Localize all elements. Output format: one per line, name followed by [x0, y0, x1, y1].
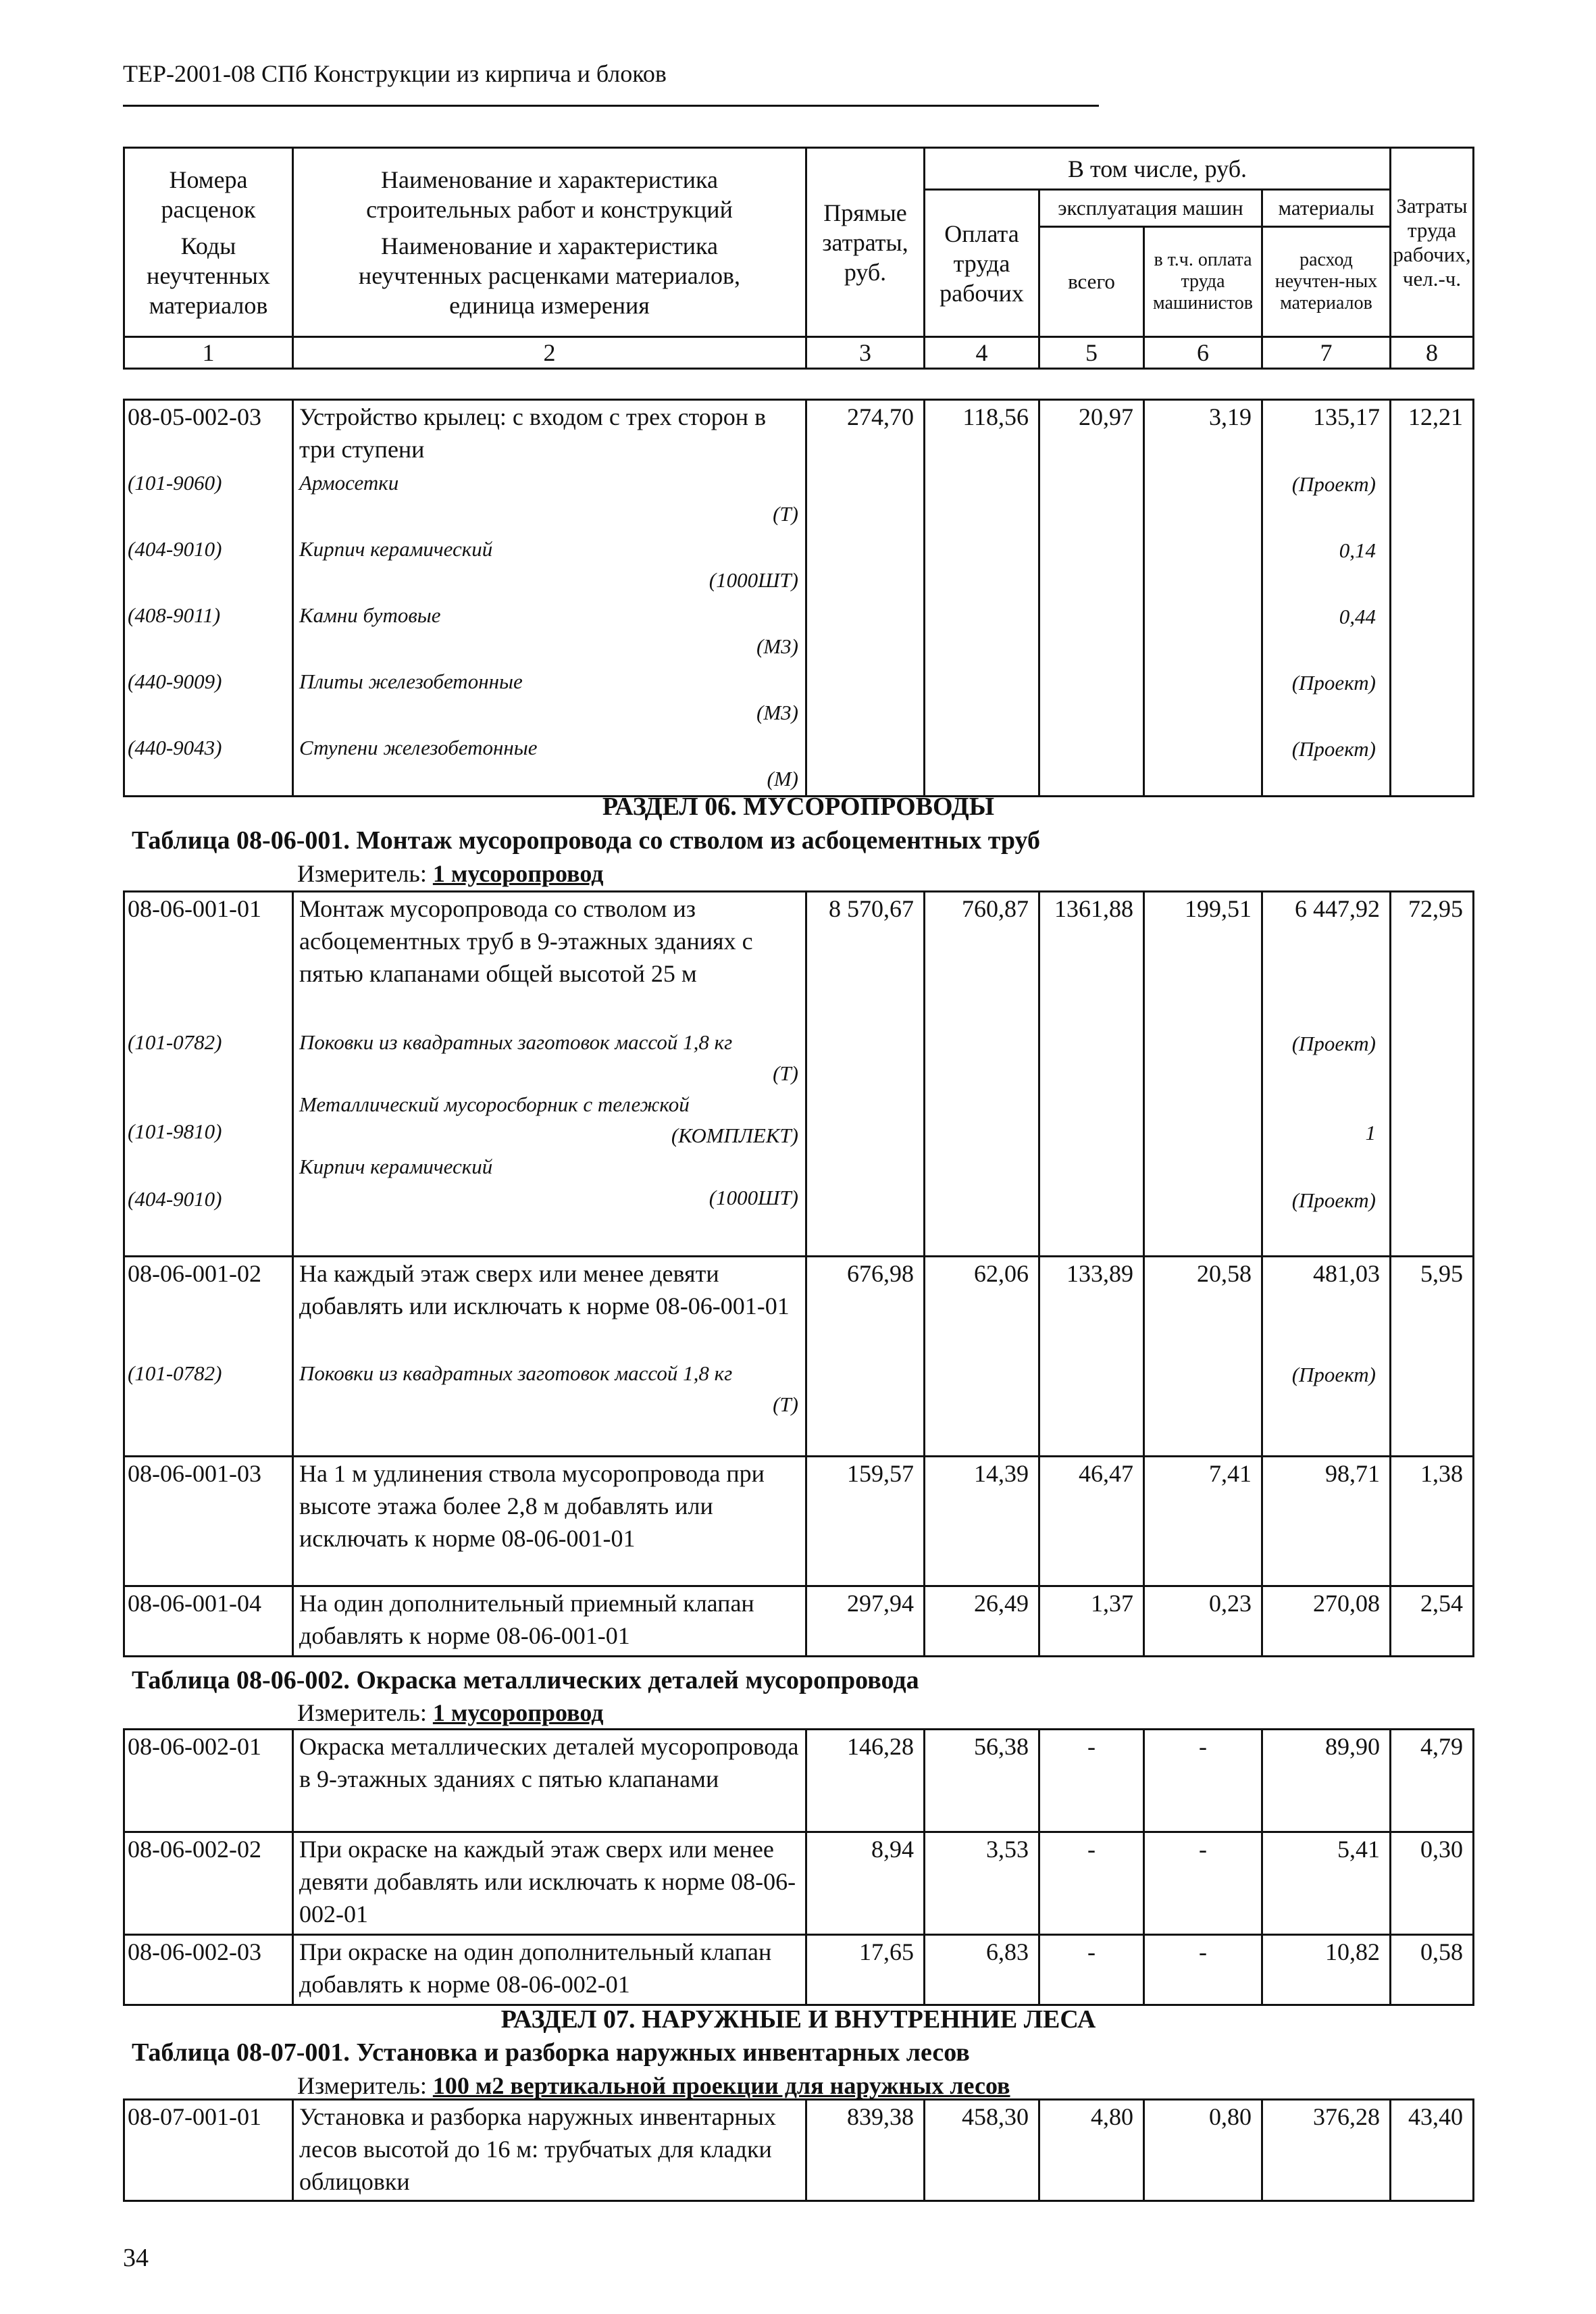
header-table	[123, 147, 1474, 370]
material-code: (408-9011)	[128, 603, 221, 627]
machines-total: 4,80	[1039, 2100, 1144, 2201]
material-code: (101-9810)	[128, 1120, 222, 1143]
labor-pay: 3,53	[925, 1832, 1039, 1935]
labor-pay: 458,30	[925, 2100, 1039, 2201]
material-name: Камни бутовые	[299, 603, 441, 627]
header-col2-top: Наименование и характеристика строительных работ и конструкций	[366, 166, 733, 223]
direct-costs: 676,98	[806, 1257, 925, 1457]
section-06-title: РАЗДЕЛ 06. МУСОРОПРОВОДЫ	[602, 793, 995, 821]
table-08-06-002-title: Таблица 08-06-002. Окраска металлических деталей мусоропровода	[132, 1666, 919, 1694]
machinists-pay: -	[1144, 1832, 1262, 1935]
labor-pay: 118,56	[925, 400, 1039, 797]
header-col3: Прямые затраты, руб.	[806, 148, 925, 337]
row-name-cell	[293, 1257, 806, 1457]
header-col8: Затраты труда рабочих, чел.-ч.	[1391, 148, 1474, 337]
row-code: 08-07-001-01	[124, 2100, 293, 2201]
table-08-05-002	[123, 399, 1474, 797]
section-07-title: РАЗДЕЛ 07. НАРУЖНЫЕ И ВНУТРЕННИЕ ЛЕСА	[500, 2005, 1096, 2034]
material-unit: (Т)	[773, 1392, 798, 1416]
materials-cost: 135,17	[1313, 403, 1380, 430]
colnum: 7	[1262, 337, 1391, 369]
row-code: 08-06-002-01	[124, 1730, 293, 1832]
row-name: Устройство крылец: с входом с трех сторон в три ступени	[299, 403, 767, 463]
table-row	[124, 400, 1474, 797]
materials-cost: 481,03	[1313, 1260, 1380, 1287]
colnum: 3	[806, 337, 925, 369]
machines-total: -	[1039, 1832, 1144, 1935]
colnum: 8	[1391, 337, 1474, 369]
colnum: 6	[1144, 337, 1262, 369]
row-code: 08-06-002-02	[124, 1832, 293, 1935]
material-name: Ступени железобетонные	[299, 736, 538, 759]
machines-total: -	[1039, 1935, 1144, 2005]
measure-value: 1 мусоропровод	[432, 1699, 604, 1726]
machines-total: 1,37	[1039, 1586, 1144, 1657]
material-code: (101-0782)	[128, 1030, 222, 1054]
labor-hours: 43,40	[1391, 2100, 1474, 2201]
header-materials: материалы	[1262, 190, 1391, 227]
row-name: Установка и разборка наружных инвентарных лесов высотой до 16 м: трубчатых для кладки облицовки	[293, 2100, 806, 2201]
material-unit: (М3)	[756, 634, 798, 658]
materials-cost: 6 447,92	[1295, 895, 1380, 922]
row-code-cell	[124, 1257, 293, 1457]
labor-hours: 12,21	[1391, 400, 1474, 797]
machinists-pay: -	[1144, 1935, 1262, 2005]
material-value: 0,14	[1339, 538, 1376, 562]
material-name: Армосетки	[299, 471, 399, 495]
labor-hours: 0,58	[1391, 1935, 1474, 2005]
direct-costs: 146,28	[806, 1730, 925, 1832]
labor-pay: 56,38	[925, 1730, 1039, 1832]
materials-cost: 270,08	[1262, 1586, 1391, 1657]
materials-cost: 89,90	[1262, 1730, 1391, 1832]
colnum: 5	[1039, 337, 1144, 369]
material-unit: (1000ШТ)	[709, 568, 798, 592]
labor-pay: 14,39	[925, 1457, 1039, 1586]
machinists-pay: -	[1144, 1730, 1262, 1832]
labor-hours: 1,38	[1391, 1457, 1474, 1586]
page-number: 34	[123, 2244, 149, 2272]
materials-cell	[1262, 400, 1391, 797]
machinists-pay: 20,58	[1144, 1257, 1262, 1457]
materials-cell	[1262, 892, 1391, 1257]
labor-hours: 0,30	[1391, 1832, 1474, 1935]
labor-pay: 62,06	[925, 1257, 1039, 1457]
header-col2	[293, 148, 806, 337]
direct-costs: 8,94	[806, 1832, 925, 1935]
row-name: На 1 м удлинения ствола мусоропровода при высоте этажа более 2,8 м добавлять или исключать к норме 08-06-001-01	[293, 1457, 806, 1586]
colnum: 4	[925, 337, 1039, 369]
materials-cost: 376,28	[1262, 2100, 1391, 2201]
material-unit: (М)	[767, 767, 798, 790]
header-col1	[124, 148, 293, 337]
machines-total: -	[1039, 1730, 1144, 1832]
material-value: (Проект)	[1291, 1363, 1376, 1386]
row-name-cell	[293, 400, 806, 797]
labor-pay: 26,49	[925, 1586, 1039, 1657]
row-code-cell	[124, 892, 293, 1257]
column-number-row	[124, 337, 1474, 369]
measure-value: 1 мусоропровод	[432, 860, 604, 887]
direct-costs: 17,65	[806, 1935, 925, 2005]
header-col5: всего	[1039, 227, 1144, 337]
table-row	[124, 892, 1474, 1257]
machinists-pay: 3,19	[1144, 400, 1262, 797]
table-08-06-002	[123, 1728, 1474, 2006]
machinists-pay: 7,41	[1144, 1457, 1262, 1586]
table-08-07-001	[123, 2098, 1474, 2202]
table-row	[124, 1586, 1474, 1657]
header-col4: Оплата труда рабочих	[925, 190, 1039, 337]
row-code: 08-06-001-04	[124, 1586, 293, 1657]
table-08-06-001-measure	[297, 859, 604, 888]
measure-label: Измеритель:	[297, 2072, 433, 2099]
table-row	[124, 1935, 1474, 2005]
labor-hours: 4,79	[1391, 1730, 1474, 1832]
row-name: На каждый этаж сверх или менее девяти добавлять или исключать к норме 08-06-001-01	[299, 1260, 790, 1319]
materials-cost: 10,82	[1262, 1935, 1391, 2005]
direct-costs: 274,70	[806, 400, 925, 797]
material-value: (Проект)	[1291, 671, 1376, 695]
material-value: 1	[1365, 1121, 1376, 1145]
machinists-pay: 0,80	[1144, 2100, 1262, 2201]
labor-pay: 760,87	[925, 892, 1039, 1257]
header-group: В том числе, руб.	[925, 148, 1391, 190]
direct-costs: 8 570,67	[806, 892, 925, 1257]
table-row	[124, 1257, 1474, 1457]
direct-costs: 839,38	[806, 2100, 925, 2201]
header-col1-bottom: Коды неучтенных материалов	[147, 232, 270, 319]
measure-label: Измеритель:	[297, 860, 433, 887]
material-unit: (1000ШТ)	[709, 1186, 798, 1209]
material-unit: (М3)	[756, 701, 798, 724]
material-value: (Проект)	[1291, 1188, 1376, 1212]
material-unit: (Т)	[773, 502, 798, 526]
labor-hours: 72,95	[1391, 892, 1474, 1257]
row-name: При окраске на каждый этаж сверх или менее девяти добавлять или исключать к норме 08-06-002-01	[293, 1832, 806, 1935]
labor-hours: 2,54	[1391, 1586, 1474, 1657]
direct-costs: 159,57	[806, 1457, 925, 1586]
material-unit: (Т)	[773, 1061, 798, 1085]
material-code: (404-9010)	[128, 537, 222, 561]
table-row	[124, 2100, 1474, 2201]
material-name: Поковки из квадратных заготовок массой 1,8 кг	[299, 1361, 733, 1385]
machinists-pay: 0,23	[1144, 1586, 1262, 1657]
material-code: (440-9043)	[128, 736, 222, 759]
table-row	[124, 1832, 1474, 1935]
row-name: При окраске на один дополнительный клапан добавлять к норме 08-06-002-01	[293, 1935, 806, 2005]
measure-value: 100 м2 вертикальной проекции для наружных лесов	[432, 2072, 1010, 2099]
row-code-cell	[124, 400, 293, 797]
material-name: Кирпич керамический	[299, 1155, 493, 1178]
machines-total: 1361,88	[1039, 892, 1144, 1257]
material-code: (101-9060)	[128, 471, 222, 495]
materials-cell	[1262, 1257, 1391, 1457]
header-rule	[123, 105, 1099, 107]
colnum: 1	[124, 337, 293, 369]
direct-costs: 297,94	[806, 1586, 925, 1657]
row-name: На один дополнительный приемный клапан добавлять к норме 08-06-001-01	[293, 1586, 806, 1657]
material-value: (Проект)	[1291, 737, 1376, 761]
material-value: 0,44	[1339, 605, 1376, 628]
material-name: Металлический мусоросборник с тележкой	[299, 1092, 690, 1116]
machines-total: 20,97	[1039, 400, 1144, 797]
machines-total: 133,89	[1039, 1257, 1144, 1457]
table-row	[124, 1730, 1474, 1832]
material-code: (101-0782)	[128, 1361, 222, 1385]
material-name: Поковки из квадратных заготовок массой 1,8 кг	[299, 1030, 733, 1054]
table-08-06-001-title: Таблица 08-06-001. Монтаж мусоропровода со стволом из асбоцементных труб	[132, 826, 1041, 855]
material-name: Плиты железобетонные	[299, 670, 523, 693]
header-col2-bottom: Наименование и характеристика неучтенных расценками материалов, единица измерения	[358, 232, 741, 319]
machinists-pay: 199,51	[1144, 892, 1262, 1257]
material-code: (404-9010)	[128, 1187, 222, 1211]
row-code: 08-06-002-03	[124, 1935, 293, 2005]
labor-pay: 6,83	[925, 1935, 1039, 2005]
material-value: (Проект)	[1291, 472, 1376, 496]
material-code: (440-9009)	[128, 670, 222, 693]
row-code: 08-05-002-03	[128, 403, 261, 430]
row-name: Окраска металлических деталей мусоропровода в 9-этажных зданиях с пятью клапанами	[293, 1730, 806, 1832]
table-row	[124, 1457, 1474, 1586]
table-08-07-001-title: Таблица 08-07-001. Установка и разборка наружных инвентарных лесов	[132, 2038, 970, 2067]
header-col6: в т.ч. оплата труда машинистов	[1144, 227, 1262, 337]
header-machines: эксплуатация машин	[1039, 190, 1262, 227]
table-08-06-001	[123, 890, 1474, 1657]
measure-label: Измеритель:	[297, 1699, 433, 1726]
row-code: 08-06-001-01	[128, 895, 261, 922]
material-value: (Проект)	[1291, 1032, 1376, 1055]
materials-cost: 5,41	[1262, 1832, 1391, 1935]
labor-hours: 5,95	[1391, 1257, 1474, 1457]
row-code: 08-06-001-03	[124, 1457, 293, 1586]
material-unit: (КОМПЛЕКТ)	[671, 1124, 798, 1147]
colnum: 2	[293, 337, 806, 369]
row-name-cell	[293, 892, 806, 1257]
header-col7: расход неучтен-ных материалов	[1262, 227, 1391, 337]
header-col1-top: Номера расценок	[161, 166, 256, 223]
table-08-06-002-measure	[297, 1699, 604, 1727]
materials-cost: 98,71	[1262, 1457, 1391, 1586]
material-name: Кирпич керамический	[299, 537, 493, 561]
machines-total: 46,47	[1039, 1457, 1144, 1586]
table-08-07-001-measure	[297, 2071, 1010, 2100]
row-name: Монтаж мусоропровода со стволом из асбоцементных труб в 9-этажных зданиях с пятью клапанами общей высотой 25 м	[299, 895, 753, 987]
running-head: ТЕР-2001-08 СПб Конструкции из кирпича и блоков	[123, 60, 667, 87]
row-code: 08-06-001-02	[128, 1260, 261, 1287]
